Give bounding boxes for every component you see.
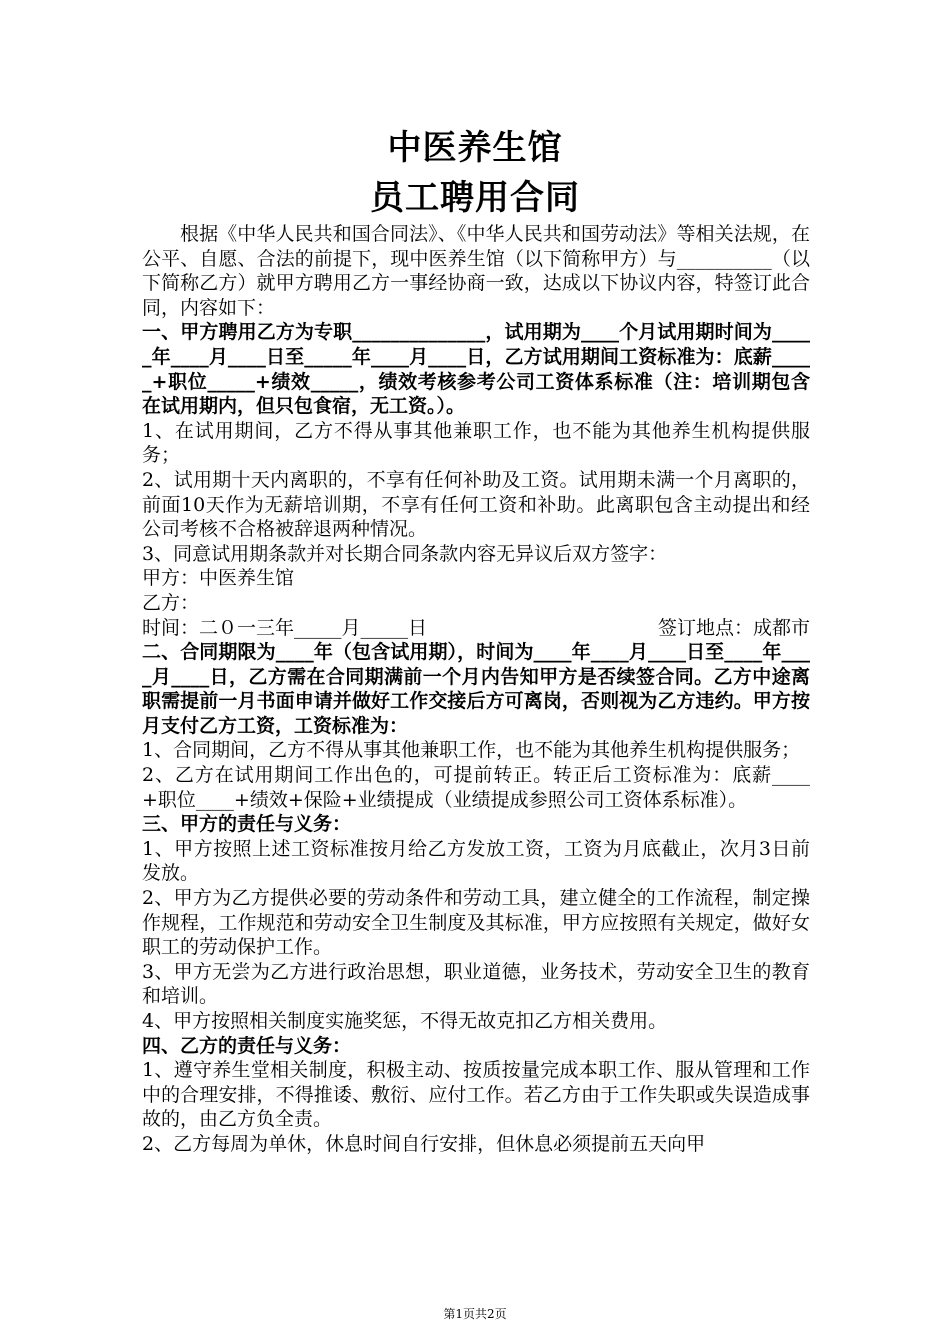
- sign-place: 签订地点：成都市: [657, 616, 810, 639]
- party-b-line: 乙方：: [142, 591, 200, 614]
- section-2-item-2: 2、乙方在试用期间工作出色的，可提前转正。转正后工资标准为：底薪____+职位____+绩效+保险+业绩提成（业绩提成参照公司工资体系标准）。: [142, 764, 810, 811]
- document-body: [142, 222, 810, 1157]
- document-subtitle: 员工聘用合同: [370, 178, 580, 218]
- document-title: 中医养生馆: [387, 128, 563, 168]
- section-4-item-2: 2、乙方每周为单休，休息时间自行安排，但休息必须提前五天向甲: [142, 1132, 706, 1155]
- signature-row: [142, 616, 810, 641]
- section-3-item-2: 2、甲方为乙方提供必要的劳动条件和劳动工具，建立健全的工作流程，制定操作规程，工作规范和劳动安全卫生制度及其标准，甲方应按照有关规定，做好女职工的劳动保护工作。: [142, 887, 810, 959]
- section-1-item-3: 3、同意试用期条款并对长期合同条款内容无异议后双方签字：: [142, 542, 668, 565]
- party-a-line: 甲方：中医养生馆: [142, 567, 295, 590]
- section-3-item-4: 4、甲方按照相关制度实施奖惩，不得无故克扣乙方相关费用。: [142, 1010, 668, 1032]
- section-3-item-3: 3、甲方无尝为乙方进行政治思想，职业道德，业务技术，劳动安全卫生的教育和培训。: [142, 960, 810, 1008]
- section-4-item-1: 1、遵守养生堂相关制度，积极主动、按质按量完成本职工作、服从管理和工作中的合理安排，不得推诿、敷衍、应付工作。若乙方由于工作失职或失误造成事故的，由乙方负全责。: [142, 1059, 810, 1131]
- preamble-paragraph: 根据《中华人民共和国合同法》、《中华人民共和国劳动法》等相关法规，在公平、自愿、合法的前提下，现中医养生馆（以下简称甲方）与__________（以下简称乙方）就甲方聘用乙方一事经协商一致，达成以下协议内容，特签订此合同，内容如下：: [142, 223, 810, 319]
- section-1-item-2: 2、试用期十天内离职的，不享有任何补助及工资。试用期未满一个月离职的，前面10天作为无薪培训期，不享有任何工资和补助。此离职包含主动提出和经公司考核不合格被辞退两种情况。: [142, 468, 810, 541]
- section-3-item-1: 1、甲方按照上述工资标准按月给乙方发放工资，工资为月底截止，次月3日前发放。: [142, 837, 810, 885]
- section-3-heading: 三、甲方的责任与义务：: [142, 813, 352, 836]
- section-2-item-1: 1、合同期间，乙方不得从事其他兼职工作，也不能为其他养生机构提供服务；: [142, 739, 801, 762]
- section-1-heading: 一、甲方聘用乙方为专职______________，试用期为____个月试用期时间为_____年____月____日至_____年____月____日，乙方试用期间工资标准为：底薪_____+职位_____+绩效_____，绩效考核参考公司工资体系标准（注：培训期包含在试用期内，但只包食宿，无工资。）。: [142, 321, 810, 418]
- section-2-heading: 二、合同期限为____年（包含试用期），时间为____年____月____日至____年____月____日，乙方需在合同期满前一个月内告知甲方是否续签合同。乙方中途离职需提前一月书面申请并做好工作交接后方可离岗，否则视为乙方违约。甲方按月支付乙方工资，工资标准为：: [142, 641, 810, 737]
- section-1-item-1: 1、在试用期间，乙方不得从事其他兼职工作，也不能为其他养生机构提供服务；: [142, 419, 810, 467]
- page-footer: 第1页共2页: [443, 1307, 507, 1321]
- sign-time: 时间：二０一三年_____月_____日: [142, 616, 428, 639]
- section-4-heading: 四、乙方的责任与义务：: [142, 1034, 352, 1057]
